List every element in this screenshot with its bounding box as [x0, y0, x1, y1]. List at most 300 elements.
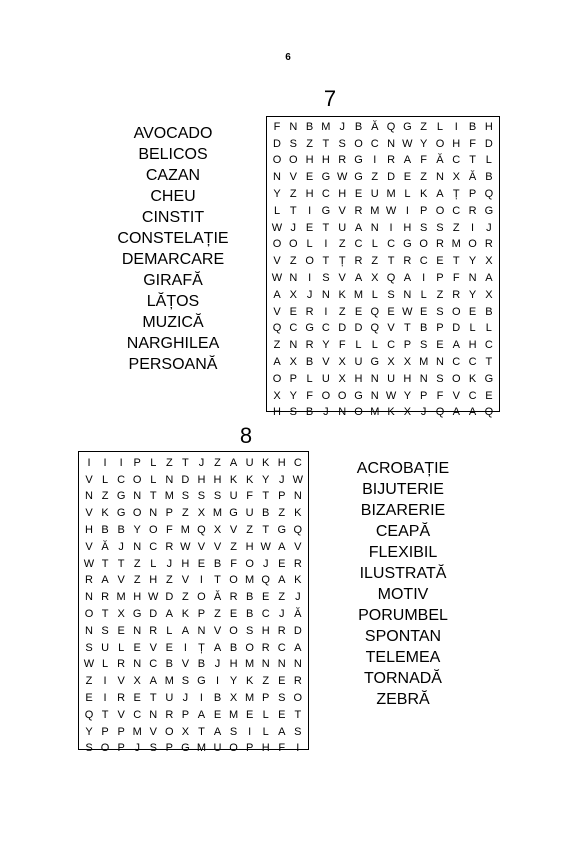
grid-letter: N [289, 120, 298, 133]
grid-letter: O [165, 725, 174, 738]
grid-letter: A [181, 624, 190, 637]
grid-letter: R [261, 641, 270, 654]
grid-letter: Z [214, 608, 221, 621]
grid-letter: X [387, 356, 395, 369]
grid-letter: Z [420, 120, 428, 133]
grid-letter: Z [85, 675, 93, 688]
grid-letter: E [305, 171, 314, 184]
grid-row [82, 673, 305, 690]
grid-letter: M [353, 288, 364, 301]
grid-letter: O [100, 742, 110, 755]
grid-letter: Q [293, 524, 303, 537]
grid-letter: I [405, 204, 409, 217]
grid-letter: X [181, 725, 190, 738]
grid-letter: Z [278, 591, 286, 604]
grid-letter: I [389, 221, 393, 234]
grid-letter: H [321, 154, 330, 167]
grid-letter: P [262, 692, 270, 705]
grid-letter: Q [484, 188, 494, 201]
grid-letter: N [370, 372, 379, 385]
grid-letter: X [485, 255, 493, 268]
grid-letter: N [293, 658, 302, 671]
grid-letter: J [486, 221, 492, 234]
grid-letter: T [322, 221, 330, 234]
grid-letter: O [451, 372, 461, 385]
puzzle-number-8: 8 [239, 423, 253, 448]
word-search-grid-8 [78, 451, 309, 755]
grid-letter: W [292, 473, 303, 486]
grid-letter: A [354, 272, 363, 285]
grid-letter: I [215, 675, 220, 688]
grid-letter: I [199, 692, 203, 705]
grid-row [82, 690, 305, 707]
grid-letter: J [295, 591, 301, 604]
grid-letter: S [436, 305, 444, 318]
grid-letter: M [245, 692, 255, 705]
grid-letter: T [101, 608, 109, 621]
grid-letter: C [149, 658, 158, 671]
grid-letter: M [212, 507, 223, 520]
word-list-item: CHEU [150, 188, 196, 205]
grid-letter: A [197, 708, 206, 721]
grid-letter: C [370, 137, 379, 150]
grid-letter: Z [182, 507, 189, 520]
grid-letter: A [229, 456, 238, 469]
word-list-item: CEAPĂ [375, 523, 431, 540]
grid-letter: G [132, 608, 142, 621]
grid-letter: T [182, 456, 189, 469]
grid-letter: T [322, 255, 330, 268]
grid-letter: K [101, 507, 109, 520]
grid-letter: F [420, 154, 428, 167]
word-list-item: NARGHILEA [126, 335, 220, 352]
grid-letter: S [229, 725, 238, 738]
grid-letter: W [402, 305, 413, 318]
grid-letter: N [273, 171, 281, 184]
grid-letter: O [148, 524, 158, 537]
grid-letter: Z [246, 524, 253, 537]
grid-row [270, 270, 496, 287]
grid-letter: R [403, 255, 412, 268]
grid-letter: G [197, 675, 206, 688]
word-list-item: PORUMBEL [358, 607, 448, 624]
grid-letter: B [305, 356, 314, 369]
grid-letter: B [354, 120, 363, 133]
grid-letter: L [102, 473, 109, 486]
grid-letter: N [133, 490, 142, 503]
grid-letter: H [338, 188, 347, 201]
grid-row [270, 237, 496, 254]
grid-letter: A [294, 641, 302, 654]
word-list-item: FLEXIBIL [368, 544, 438, 561]
grid-letter: C [468, 356, 477, 369]
grid-row [270, 371, 496, 388]
grid-letter: W [148, 591, 159, 604]
grid-letter: I [454, 120, 458, 133]
grid-letter: W [260, 540, 271, 553]
grid-row [270, 304, 496, 321]
grid-letter: D [293, 624, 302, 637]
grid-letter: O [272, 372, 282, 385]
grid-letter: C [117, 473, 126, 486]
grid-letter: D [338, 322, 347, 335]
grid-letter: U [165, 692, 174, 705]
grid-letter: V [452, 389, 460, 402]
grid-letter: R [293, 675, 302, 688]
grid-row [82, 741, 305, 758]
grid-letter: N [261, 658, 270, 671]
grid-letter: L [485, 154, 492, 167]
grid-letter: A [213, 725, 222, 738]
grid-letter: P [420, 389, 428, 402]
grid-letter: R [305, 339, 314, 352]
grid-letter: U [245, 456, 254, 469]
grid-letter: N [435, 171, 444, 184]
grid-letter: O [451, 305, 461, 318]
grid-letter: O [293, 692, 303, 705]
grid-letter: V [213, 540, 222, 553]
grid-letter: R [338, 154, 347, 167]
grid-letter: H [484, 120, 493, 133]
grid-letter: B [485, 171, 493, 184]
grid-letter: E [245, 708, 254, 721]
word-list-item: SPONTAN [364, 628, 442, 645]
grid-letter: H [133, 591, 142, 604]
grid-letter: M [164, 675, 174, 688]
grid-letter: C [277, 641, 286, 654]
grid-letter: K [387, 406, 395, 419]
page-number: 6 [285, 52, 291, 63]
grid-letter: H [245, 540, 254, 553]
grid-letter: J [166, 557, 173, 570]
grid-letter: G [403, 120, 412, 133]
grid-letter: J [198, 456, 205, 469]
grid-letter: B [305, 406, 314, 419]
grid-letter: T [294, 708, 302, 721]
grid-letter: I [296, 742, 300, 755]
grid-letter: D [452, 322, 461, 335]
grid-letter: U [213, 742, 222, 755]
grid-letter: B [245, 608, 254, 621]
grid-letter: V [322, 356, 330, 369]
grid-letter: N [370, 221, 379, 234]
grid-letter: B [245, 591, 254, 604]
grid-row [270, 220, 496, 237]
grid-letter: K [294, 574, 302, 587]
grid-letter: T [117, 557, 125, 570]
grid-letter: H [197, 473, 206, 486]
grid-letter: L [150, 557, 157, 570]
puzzle-number-7: 7 [323, 86, 337, 111]
grid-letter: J [290, 221, 297, 234]
grid-letter: S [387, 288, 395, 301]
grid-letter: L [118, 641, 125, 654]
grid-row [82, 472, 305, 489]
word-list-item: GIRAFĂ [143, 272, 203, 289]
grid-letter: J [279, 473, 285, 486]
grid-letter: E [485, 389, 493, 402]
grid-letter: F [246, 490, 253, 503]
grid-letter: O [272, 238, 282, 251]
grid-letter: O [435, 137, 445, 150]
grid-row [82, 606, 305, 623]
grid-letter: R [354, 255, 363, 268]
grid-letter: T [404, 322, 411, 335]
grid-letter: Z [273, 339, 281, 352]
grid-letter: O [419, 238, 428, 251]
grid-letter: S [101, 624, 109, 637]
grid-letter: S [181, 675, 190, 688]
grid-letter: Z [165, 574, 173, 587]
grid-letter: M [116, 591, 126, 604]
grid-letter: E [229, 608, 238, 621]
grid-letter: X [403, 406, 412, 419]
grid-letter: O [245, 557, 254, 570]
grid-letter: V [213, 624, 222, 637]
grid-letter: D [354, 322, 363, 335]
grid-letter: Ț [452, 188, 460, 201]
grid-letter: C [452, 154, 461, 167]
grid-letter: P [468, 188, 477, 201]
grid-letter: F [338, 339, 346, 352]
grid-letter: B [305, 120, 314, 133]
grid-letter: Z [452, 221, 460, 234]
grid-letter: W [385, 389, 397, 402]
grid-letter: B [262, 507, 270, 520]
grid-letter: R [117, 658, 126, 671]
grid-letter: U [229, 490, 238, 503]
grid-letter: F [436, 389, 444, 402]
grid-letter: U [321, 372, 330, 385]
grid-letter: A [273, 356, 281, 369]
grid-letter: V [85, 540, 93, 553]
grid-letter: M [164, 490, 174, 503]
grid-letter: Q [197, 524, 206, 537]
grid-letter: Q [84, 708, 94, 721]
grid-letter: P [436, 322, 444, 335]
grid-letter: Y [229, 675, 238, 688]
grid-letter: L [404, 188, 411, 201]
grid-row [270, 253, 496, 270]
grid-letter: F [165, 524, 173, 537]
grid-letter: P [101, 725, 109, 738]
grid-letter: M [245, 574, 255, 587]
grid-letter: A [452, 406, 460, 419]
grid-letter: G [370, 356, 380, 369]
grid-letter: Z [338, 238, 346, 251]
grid-letter: I [103, 456, 107, 469]
grid-letter: X [213, 524, 222, 537]
grid-letter: E [133, 641, 141, 654]
grid-letter: D [484, 137, 493, 150]
grid-letter: U [370, 188, 379, 201]
grid-letter: T [101, 708, 109, 721]
grid-letter: N [321, 288, 330, 301]
grid-letter: H [277, 456, 286, 469]
grid-letter: S [289, 406, 297, 419]
grid-letter: L [371, 238, 378, 251]
grid-letter: O [289, 154, 298, 167]
grid-letter: A [278, 725, 286, 738]
grid-letter: C [387, 238, 396, 251]
grid-letter: V [338, 204, 346, 217]
grid-letter: R [101, 591, 110, 604]
grid-letter: A [436, 188, 444, 201]
grid-letter: T [101, 557, 109, 570]
grid-letter: G [116, 507, 126, 520]
word-list-item: PERSOANĂ [128, 356, 218, 373]
grid-letter: N [197, 624, 206, 637]
grid-letter: T [149, 692, 157, 705]
word-list-item: MOTIV [377, 586, 429, 603]
grid-letter: A [149, 675, 157, 688]
grid-letter: V [338, 272, 346, 285]
grid-letter: O [229, 574, 238, 587]
grid-letter: C [149, 540, 158, 553]
grid-letter: O [435, 204, 445, 217]
grid-row [82, 640, 305, 657]
grid-letter: B [229, 641, 238, 654]
word-list-item: TORNADĂ [364, 670, 442, 687]
grid-letter: P [436, 272, 444, 285]
grid-letter: B [101, 524, 109, 537]
grid-letter: V [273, 255, 281, 268]
grid-letter: E [354, 305, 363, 318]
grid-letter: Y [273, 188, 281, 201]
grid-letter: N [338, 406, 347, 419]
grid-letter: O [245, 641, 254, 654]
grid-letter: V [85, 507, 93, 520]
grid-letter: P [197, 608, 206, 621]
grid-letter: M [196, 742, 207, 755]
grid-letter: O [354, 406, 363, 419]
grid-letter: O [289, 238, 298, 251]
grid-letter: I [103, 675, 107, 688]
grid-letter: K [468, 372, 477, 385]
grid-letter: R [435, 238, 444, 251]
word-search-grid-7 [266, 116, 500, 419]
grid-letter: C [387, 339, 396, 352]
grid-letter: R [277, 624, 286, 637]
grid-letter: N [403, 288, 412, 301]
grid-letter: F [469, 137, 476, 150]
grid-letter: A [354, 221, 363, 234]
word-list-item: AVOCADO [133, 125, 213, 142]
grid-letter: U [354, 356, 363, 369]
grid-letter: X [289, 288, 297, 301]
grid-letter: D [273, 137, 281, 150]
grid-letter: K [262, 456, 270, 469]
grid-letter: J [214, 658, 221, 671]
grid-letter: D [181, 473, 190, 486]
grid-letter: T [262, 524, 270, 537]
grid-letter: Y [468, 255, 477, 268]
grid-letter: H [305, 188, 314, 201]
grid-letter: T [452, 255, 460, 268]
word-list-item: BELICOS [138, 146, 208, 163]
grid-letter: W [271, 221, 283, 234]
grid-letter: X [289, 356, 297, 369]
grid-letter: M [386, 188, 396, 201]
grid-letter: Q [272, 322, 282, 335]
grid-letter: W [180, 540, 191, 553]
word-list-item: ZEBRĂ [376, 691, 430, 708]
grid-letter: W [271, 272, 283, 285]
grid-letter: I [471, 221, 475, 234]
grid-letter: I [183, 641, 187, 654]
word-list-item: ACROBAȚIE [356, 460, 450, 477]
grid-letter: H [85, 524, 93, 537]
grid-letter: H [468, 339, 477, 352]
grid-letter: F [452, 272, 460, 285]
grid-letter: T [198, 725, 205, 738]
grid-letter: N [289, 272, 298, 285]
grid-letter: V [273, 305, 281, 318]
grid-letter: H [354, 372, 363, 385]
grid-letter: U [387, 372, 396, 385]
grid-letter: B [213, 692, 222, 705]
grid-letter: E [197, 557, 206, 570]
grid-letter: S [213, 490, 222, 503]
grid-letter: Z [262, 675, 270, 688]
grid-letter: D [165, 591, 174, 604]
grid-letter: X [117, 608, 125, 621]
grid-letter: H [261, 624, 270, 637]
grid-letter: X [403, 356, 412, 369]
grid-letter: K [229, 473, 238, 486]
grid-letter: I [87, 456, 91, 469]
grid-letter: M [228, 708, 239, 721]
grid-letter: O [354, 137, 363, 150]
grid-row [82, 522, 305, 539]
grid-letter: J [279, 608, 285, 621]
word-list-item: TELEMEA [365, 649, 441, 666]
grid-letter: W [83, 557, 95, 570]
grid-letter: C [261, 608, 270, 621]
grid-letter: V [181, 658, 190, 671]
grid-row [270, 136, 496, 153]
grid-letter: S [149, 742, 157, 755]
grid-letter: G [277, 524, 287, 537]
grid-letter: C [452, 356, 461, 369]
grid-letter: B [468, 120, 477, 133]
grid-row [82, 455, 305, 472]
grid-letter: R [305, 305, 314, 318]
grid-letter: O [337, 389, 347, 402]
grid-letter: E [289, 305, 297, 318]
grid-letter: D [387, 171, 396, 184]
grid-letter: M [321, 120, 331, 133]
word-list-item: BIZARERIE [360, 502, 446, 519]
grid-letter: N [165, 473, 174, 486]
grid-letter: B [165, 658, 173, 671]
grid-letter: Z [371, 255, 379, 268]
grid-letter: I [199, 574, 203, 587]
grid-row [82, 489, 305, 506]
grid-letter: O [197, 591, 206, 604]
grid-letter: R [468, 204, 477, 217]
grid-letter: E [278, 675, 286, 688]
grid-letter: J [182, 692, 189, 705]
grid-letter: A [403, 154, 412, 167]
grid-letter: S [245, 624, 254, 637]
grid-row [82, 589, 305, 606]
grid-letter: I [324, 238, 328, 251]
grid-letter: N [133, 624, 142, 637]
grid-letter: J [134, 742, 140, 755]
grid-letter: S [278, 692, 286, 705]
grid-letter: Ă [468, 171, 477, 184]
